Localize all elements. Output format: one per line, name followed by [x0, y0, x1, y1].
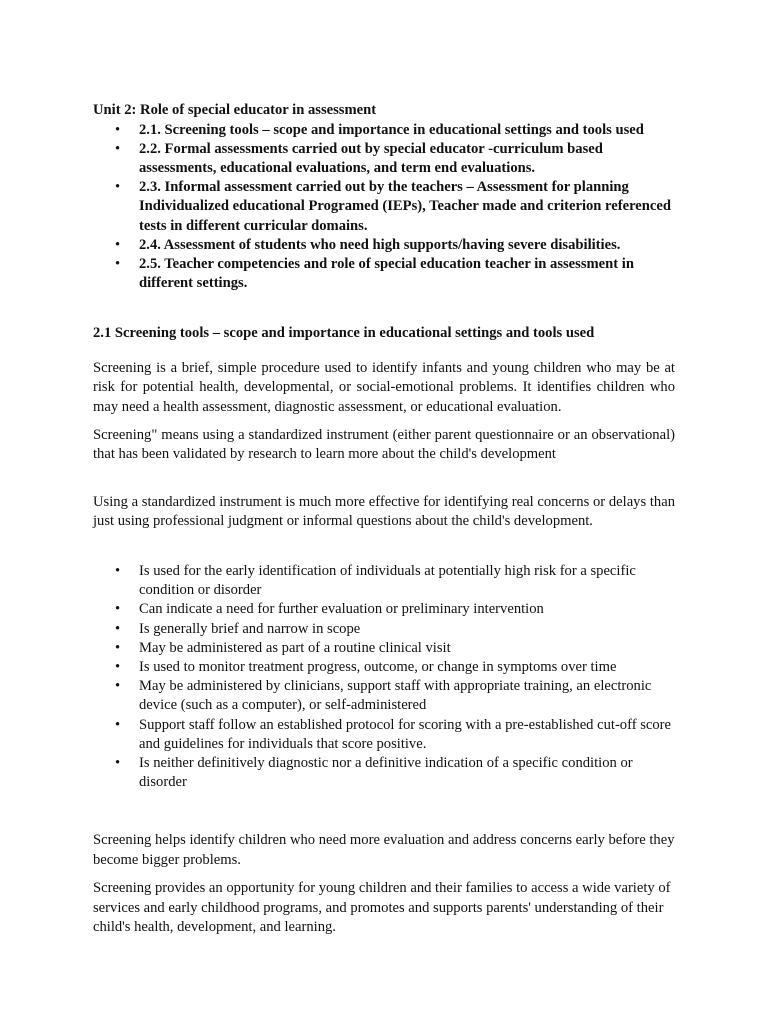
paragraph-screening-opportunity: Screening provides an opportunity for young children and their families to access a wide variety of services and early childhood programs, and promotes and supports parents' understanding of their child's health, development, and learning. — [93, 880, 671, 935]
bullet-icon: • — [115, 678, 121, 695]
unit-topic-list — [93, 121, 675, 294]
bullet-icon: • — [115, 620, 121, 637]
list-item: • May be administered by clinicians, support staff with appropriate training, an electronic device (such as a computer), or self-administered — [115, 678, 652, 714]
list-item: • Can indicate a need for further evaluation or preliminary intervention — [93, 600, 675, 619]
list-item: • Support staff follow an established protocol for scoring with a pre-established cut-off score and guidelines for individuals that score positive. — [115, 716, 671, 752]
list-item: • Is used for the early identification of individuals at potentially high risk for a specific condition or disorder — [115, 563, 636, 599]
bullet-icon: • — [115, 121, 121, 138]
unit-topic-item: • 2.2. Formal assessments carried out by special educator -curriculum based assessments, educational evaluations, and term end evaluations. — [115, 140, 603, 176]
section-heading: 2.1 Screening tools – scope and importance in educational settings and tools used — [93, 325, 595, 341]
list-item: • Is used to monitor treatment progress, outcome, or change in symptoms over time — [93, 658, 675, 677]
paragraph-standardized-instrument: Using a standardized instrument is much more effective for identifying real concerns or delays than just using professional judgment or informal questions about the child's development. — [93, 494, 675, 530]
bullet-icon: • — [115, 179, 121, 196]
unit-title: Unit 2: Role of special educator in assessment — [93, 102, 377, 118]
unit-topic-item: • 2.1. Screening tools – scope and importance in educational settings and tools used — [93, 121, 675, 140]
bullet-icon: • — [115, 639, 121, 656]
unit-topic-item: • 2.5. Teacher competencies and role of special education teacher in assessment in different settings. — [115, 255, 634, 292]
bullet-icon: • — [115, 140, 121, 157]
list-item: • Is neither definitively diagnostic nor a definitive indication of a specific condition or disorder — [115, 755, 633, 791]
bullet-icon: • — [115, 601, 121, 618]
bullet-icon: • — [115, 755, 121, 772]
screening-characteristics-list — [93, 562, 675, 792]
paragraph-screening-helps: Screening helps identify children who need more evaluation and address concerns early before they become bigger problems. — [93, 832, 675, 868]
document-page — [93, 101, 675, 935]
bullet-icon: • — [115, 563, 121, 579]
paragraph-screening-meaning: Screening" means using a standardized instrument (either parent questionnaire or an observational) that has been validated by research to learn more about the child's development — [93, 427, 675, 463]
bullet-icon: • — [115, 659, 121, 676]
list-item: • Is generally brief and narrow in scope — [93, 620, 675, 639]
list-item: • May be administered as part of a routine clinical visit — [93, 639, 675, 658]
bullet-icon: • — [115, 255, 121, 272]
unit-topic-item: • 2.3. Informal assessment carried out by the teachers – Assessment for planning Individualized educational Programed (IEPs), Teacher made and criterion referenced tests in different curricular domains. — [115, 179, 671, 234]
bullet-icon: • — [115, 716, 121, 733]
bullet-icon: • — [115, 236, 121, 253]
paragraph-screening-definition: Screening is a brief, simple procedure used to identify infants and young children who may be at risk for potential health, developmental, or social-emotional problems. It identifies children who may need a health assessment, diagnostic assessment, or educational evaluation. — [93, 360, 675, 415]
unit-topic-item: • 2.4. Assessment of students who need high supports/having severe disabilities. — [93, 236, 675, 255]
